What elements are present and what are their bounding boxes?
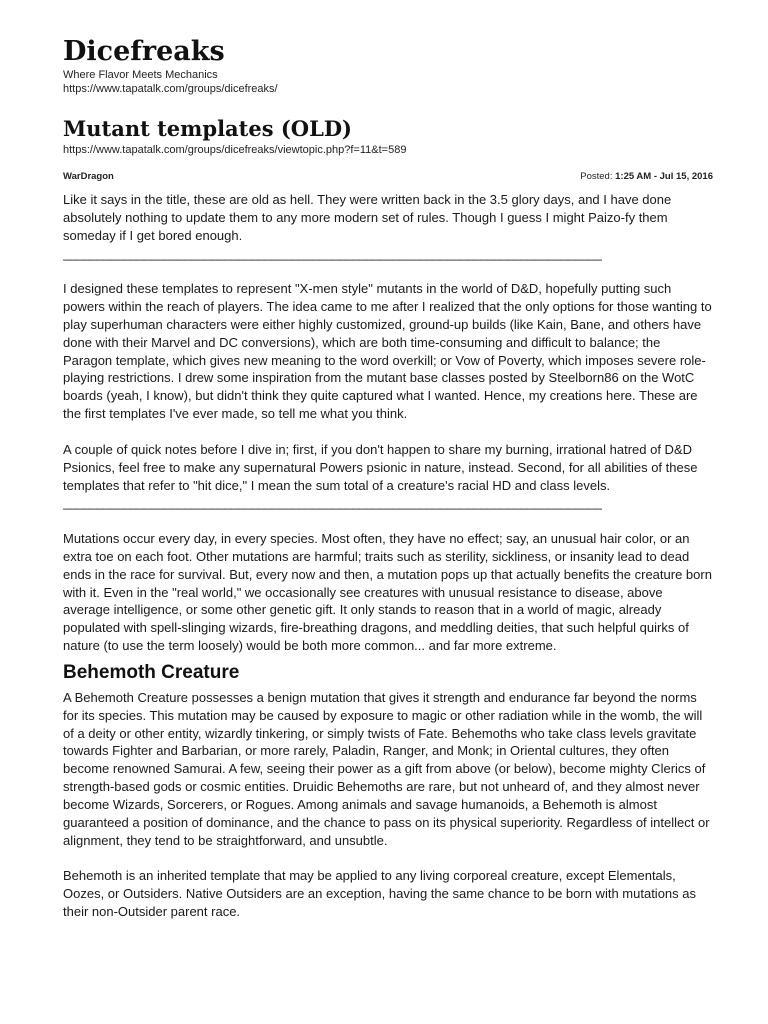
section-heading: Behemoth Creature: [63, 661, 240, 683]
site-title: Dicefreaks: [63, 36, 225, 67]
post-paragraph: I designed these templates to represent "X-men style" mutants in the world of D&D, hopefully putting such powers within the reach of players. The idea came to me after I realized that the only options for those wanting to play superhuman characters were either highly customized, ground-up builds (like Kain, Bane, and others have done with their Marvel and DC conversions), which are both time-consuming and difficult to balance; the Paragon template, which gives new meaning to the word overkill; or Vow of Poverty, which imposes severe role-playing restrictions. I drew some inspiration from the mutant base classes posted by Steelborn86 on the WotC boards (yeah, I know), but didn't think they quite captured what I wanted. Hence, my creations here. These are the first templates I've ever made, so tell me what you think.: [63, 281, 712, 422]
posted-time: 1:25 AM - Jul 15, 2016: [615, 171, 713, 182]
text-divider: ________________________________________________________________________________: [63, 495, 602, 511]
section-paragraph: A Behemoth Creature possesses a benign mutation that gives it strength and endurance far beyond the norms for its species. This mutation may be caused by exposure to magic or other radiation while in the womb, the will of a deity or other entity, wizardly tinkering, or simply twists of Fate. Behemoths who take class levels gravitate towards Fighter and Barbarian, or more rarely, Paladin, Ranger, and Monk; in Oriental cultures, they often become renowned Samurai. A few, seeing their power as a gift from above (or below), become mighty Clerics of strength-based gods or cosmic entities. Druidic Behemoths are rare, but not unheard of, and they almost never become Wizards, Sorcerers, or Rogues. Among animals and savage humanoids, a Behemoth is almost guaranteed a position of dominance, and the chance to pass on its physical superiority. Regardless of intellect or alignment, they tend to be straightforward, and unsubtle.: [63, 689, 710, 848]
post-body: [63, 191, 713, 921]
site-tagline: Where Flavor Meets Mechanics: [63, 69, 218, 81]
post-paragraph: A couple of quick notes before I dive in; first, if you don't happen to share my burning, irrational hatred of D&D Psionics, feel free to make any supernatural Powers psionic in nature, instead. Second, for all abilities of these templates that refer to "hit dice," I mean the sum total of a creature's racial HD and class levels.: [63, 441, 698, 493]
section-paragraph: Behemoth is an inherited template that may be applied to any living corporeal creature, except Elementals, Oozes, or Outsiders. Native Outsiders are an exception, having the same chance to be born with mutations as their non-Outsider parent race.: [63, 868, 696, 920]
post-paragraph: Mutations occur every day, in every species. Most often, they have no effect; say, an unusual hair color, or an extra toe on each foot. Other mutations are harmful; traits such as sterility, sickliness, or insanity lead to dead ends in the race for survival. But, every now and then, a mutation pops up that actually benefits the creature born with it. Even in the "real world," we occasionally see creatures with unusual resistance to disease, above average intelligence, or some other genetic gift. It only stands to reason that in a world of magic, already populated with spell-slinging wizards, fire-breathing dragons, and meddling deities, that such helpful quirks of nature (to use the term loosely) would be both more common... and far more extreme.: [63, 531, 712, 654]
document-page: [63, 36, 713, 939]
topic-title: Mutant templates (OLD): [63, 116, 352, 141]
post-meta: [63, 171, 713, 183]
post-date: [580, 171, 713, 183]
posted-label: Posted:: [580, 171, 613, 182]
topic-url: https://www.tapatalk.com/groups/dicefreaks/viewtopic.php?f=11&t=589: [63, 144, 407, 156]
post-author: WarDragon: [63, 171, 114, 182]
post-paragraph: Like it says in the title, these are old as hell. They were written back in the 3.5 glory days, and I have done absolutely nothing to update them to any more modern set of rules. Though I guess I might Paizo-fy them someday if I get bored enough.: [63, 192, 672, 243]
text-divider: ________________________________________________________________________________: [63, 245, 602, 261]
site-url: https://www.tapatalk.com/groups/dicefreaks/: [63, 83, 278, 95]
